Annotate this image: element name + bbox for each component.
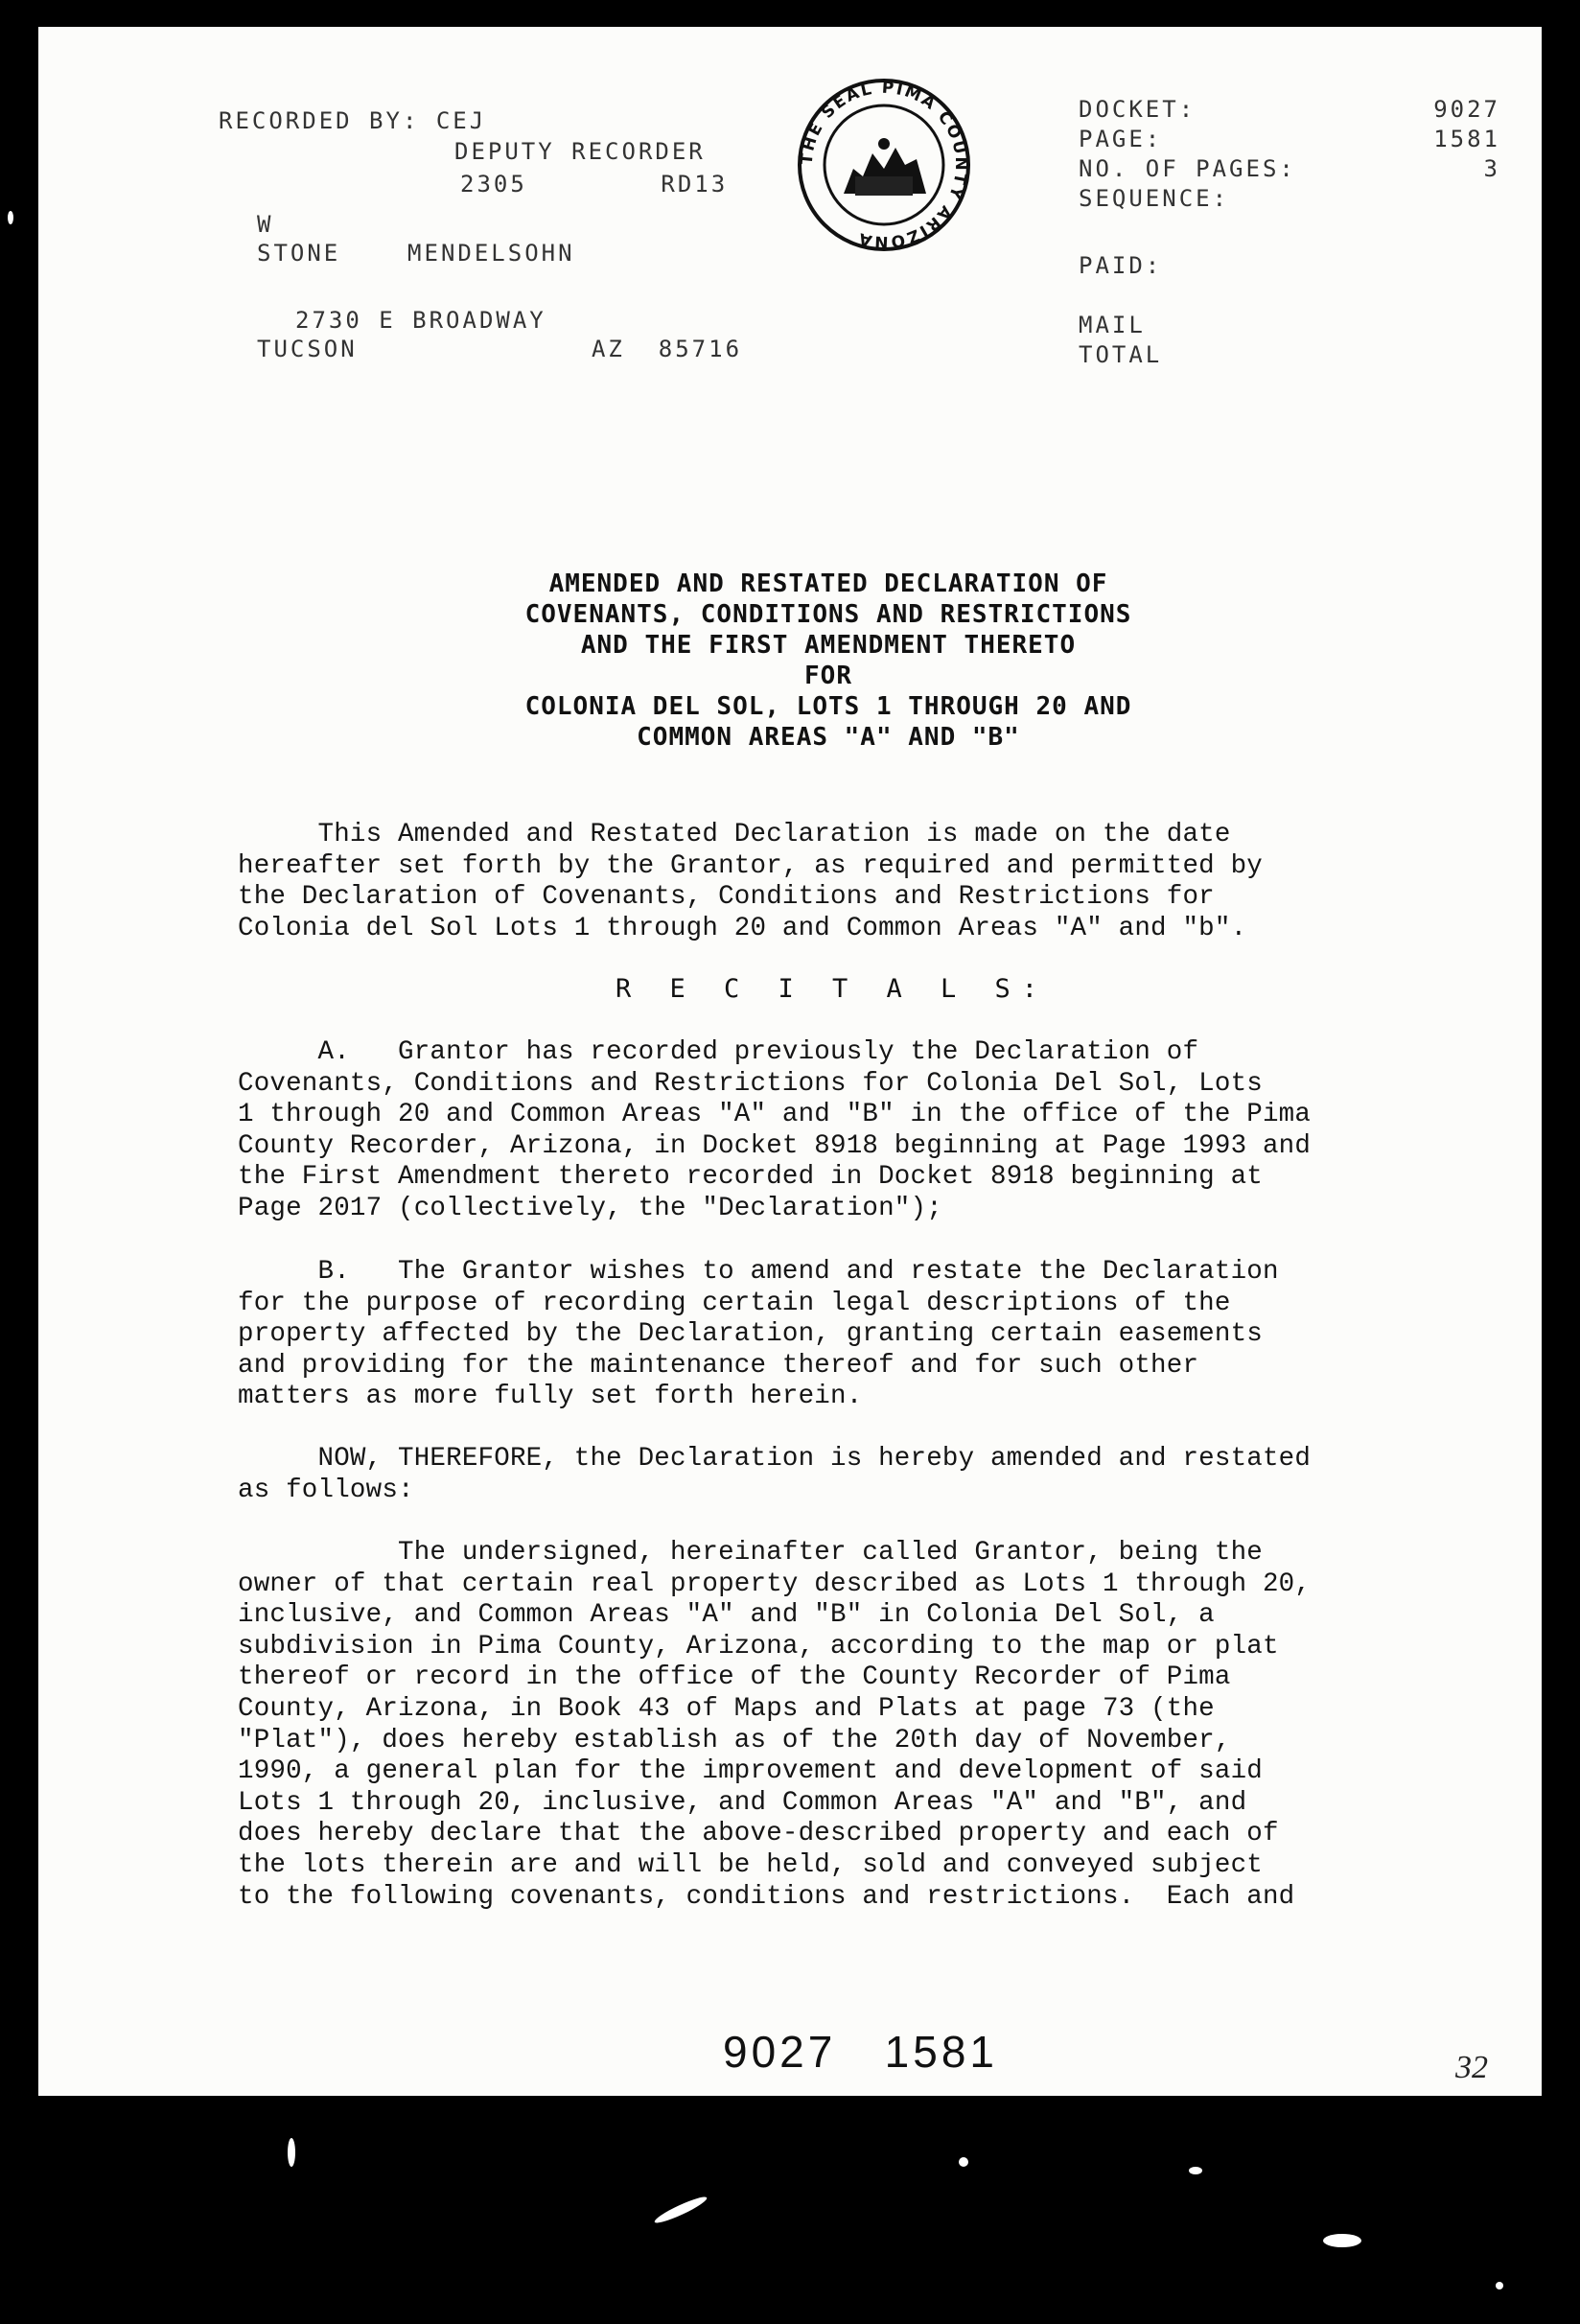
docket-label: PAID: (1079, 252, 1163, 279)
text-line: and providing for the maintenance thereof and for such other (238, 1350, 1199, 1381)
docket-label: MAIL (1079, 312, 1146, 338)
scan-speck (1323, 2234, 1361, 2247)
text-line: property affected by the Declaration, granting certain easements (238, 1319, 1263, 1350)
text-line: owner of that certain real property described as Lots 1 through 20, (238, 1569, 1312, 1599)
title-line: AMENDED AND RESTATED DECLARATION OF (548, 569, 1108, 598)
return-to-firm: STONE MENDELSOHN (257, 240, 575, 267)
text-line: inclusive, and Common Areas "A" and "B" in Colonia Del Sol, a (238, 1600, 1215, 1631)
docket-row (1079, 126, 1500, 155)
scan-speck (653, 2194, 709, 2226)
text-line: County Recorder, Arizona, in Docket 8918 beginning at Page 1993 and (238, 1130, 1312, 1161)
text-line: B. The Grantor wishes to amend and restate the Declaration (238, 1257, 1279, 1287)
text-line: NOW, THEREFORE, the Declaration is hereby amended and restated (238, 1444, 1312, 1474)
seal-text: THE SEAL PIMA COUNTY ARIZONA (797, 78, 971, 252)
recital-b (238, 1257, 1427, 1413)
title-line: COVENANTS, CONDITIONS AND RESTRICTIONS (524, 600, 1132, 629)
document-title (163, 569, 1494, 753)
text-line: A. Grantor has recorded previously the Declaration of (238, 1037, 1199, 1067)
scan-speck (1496, 2282, 1503, 2289)
text-line: hereafter set forth by the Grantor, as required and permitted by (238, 850, 1263, 881)
text-line: the First Amendment thereto recorded in Docket 8918 beginning at (238, 1162, 1263, 1193)
text-line: thereof or record in the office of the County Recorder of Pima (238, 1662, 1231, 1693)
body-paragraph (238, 1538, 1427, 1913)
docket-row (1079, 155, 1500, 185)
text-line: This Amended and Restated Declaration is made on the date (238, 820, 1231, 849)
docket-label: PAGE: (1079, 126, 1163, 152)
docket-row (1079, 215, 1500, 244)
county-seal (796, 77, 972, 253)
now-therefore-paragraph (238, 1444, 1427, 1506)
page-number: 32 (1455, 2050, 1488, 2085)
text-line: for the purpose of recording certain legal descriptions of the (238, 1288, 1231, 1318)
document-page (38, 27, 1542, 2096)
docket-label: TOTAL (1079, 341, 1163, 368)
docket-value: 9027 (1433, 96, 1500, 123)
docket-value: 1581 (1433, 126, 1500, 152)
title-line: COMMON AREAS "A" AND "B" (637, 723, 1020, 752)
docket-label: NO. OF PAGES: (1079, 155, 1296, 182)
docket-value: 3 (1483, 155, 1500, 182)
docket-row (1079, 185, 1500, 215)
return-address-line1: 2730 E BROADWAY (295, 307, 546, 334)
scan-speck (288, 2138, 295, 2167)
text-line: matters as more fully set forth herein. (238, 1382, 863, 1412)
title-line: FOR (804, 662, 852, 690)
text-line: Colonia del Sol Lots 1 through 20 and Common Areas "A" and "b". (238, 913, 1247, 943)
docket-row (1079, 341, 1500, 371)
text-line: Covenants, Conditions and Restrictions for Colonia Del Sol, Lots (238, 1068, 1263, 1099)
title-line: COLONIA DEL SOL, LOTS 1 THROUGH 20 AND (524, 692, 1132, 721)
docket-page-stamp: 9027 1581 (723, 2027, 999, 2077)
recorder-station: 2305 RD13 (460, 171, 729, 198)
recorded-by: RECORDED BY: CEJ (219, 107, 487, 134)
docket-label: DOCKET: (1079, 96, 1197, 123)
docket-row (1079, 282, 1500, 312)
docket-table (1079, 96, 1500, 371)
text-line: 1 through 20 and Common Areas "A" and "B" in the office of the Pima (238, 1100, 1312, 1130)
deputy-recorder: DEPUTY RECORDER (454, 138, 706, 165)
scan-speck (959, 2157, 968, 2167)
docket-row (1079, 252, 1500, 282)
w-mark: W (257, 211, 274, 238)
text-line: County, Arizona, in Book 43 of Maps and Plats at page 73 (the (238, 1693, 1215, 1724)
text-line: Lots 1 through 20, inclusive, and Common Areas "A" and "B", and (238, 1787, 1247, 1818)
text-line: does hereby declare that the above-described property and each of (238, 1819, 1279, 1849)
docket-label: SEQUENCE: (1079, 185, 1230, 212)
docket-row (1079, 96, 1500, 126)
title-line: AND THE FIRST AMENDMENT THERETO (580, 631, 1077, 660)
text-line: Page 2017 (collectively, the "Declaration"); (238, 1193, 942, 1223)
text-line: the lots therein are and will be held, sold and conveyed subject (238, 1849, 1263, 1880)
recital-a (238, 1037, 1427, 1225)
text-line: to the following covenants, conditions and restrictions. Each and (238, 1881, 1295, 1912)
text-line: the Declaration of Covenants, Conditions and Restrictions for (238, 882, 1215, 913)
scan-speck (8, 211, 13, 224)
text-line: as follows: (238, 1475, 414, 1505)
scan-speck (1189, 2167, 1202, 2174)
text-line: The undersigned, hereinafter called Grantor, being the (238, 1538, 1263, 1568)
recitals-heading: R E C I T A L S: (615, 974, 1050, 1004)
intro-paragraph (238, 820, 1427, 944)
text-line: subdivision in Pima County, Arizona, according to the map or plat (238, 1631, 1279, 1662)
docket-row (1079, 312, 1500, 341)
text-line: 1990, a general plan for the improvement and development of said (238, 1756, 1263, 1787)
return-address-line2: TUCSON AZ 85716 (257, 336, 743, 362)
text-line: "Plat"), does hereby establish as of the 20th day of November, (238, 1725, 1231, 1755)
